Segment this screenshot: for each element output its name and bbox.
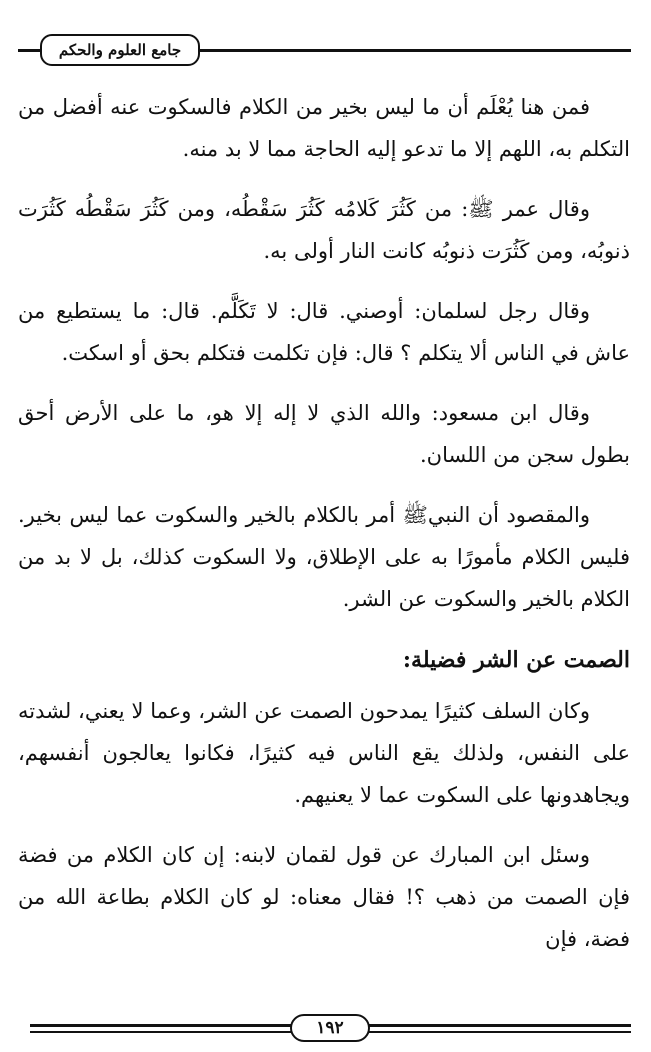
paragraph: والمقصود أن النبيﷺ أمر بالكلام بالخير والسكوت عما ليس بخير. فليس الكلام مأمورًا به على الإطلاق، ولا السكوت كذلك، بل لا بد من الكلام بالخير والسكوت عن الشر. <box>18 503 630 611</box>
running-title-text: جامع العلوم والحكم <box>58 41 182 59</box>
paragraph: وقال رجل لسلمان: أوصني. قال: لا تَكَلَّم. قال: ما يستطيع من عاش في الناس ألا يتكلم ؟ قال: فإن تكلمت فتكلم بحق أو اسكت. <box>18 299 630 365</box>
header-rule-left <box>18 49 40 52</box>
page-number: ١٩٢ <box>316 1018 344 1038</box>
header-rule <box>200 49 631 52</box>
section-heading: الصمت عن الشر فضيلة: <box>402 647 630 673</box>
paragraph: وقال عمر ﷺ: من كَثُرَ كَلامُه كَثُرَ سَقْطُه، ومن كَثُرَ سَقْطُه كَثُرَت ذنوبُه، ومن كَثُرَت ذنوبُه كانت النار أولى به. <box>18 197 630 263</box>
paragraph: وكان السلف كثيرًا يمدحون الصمت عن الشر، وعما لا يعني، لشدته على النفس، ولذلك يقع الناس فيه كثيرًا، فكانوا يعالجون أنفسهم، ويجاهدونها على السكوت عما لا يعنيهم. <box>18 699 630 807</box>
page-body <box>18 86 630 978</box>
paragraph: فمن هنا يُعْلَم أن ما ليس بخير من الكلام فالسكوت عنه أفضل من التكلم به، اللهم إلا ما تدعو إليه الحاجة مما لا بد منه. <box>18 95 630 161</box>
page-number-badge <box>290 1014 370 1042</box>
paragraph: وسئل ابن المبارك عن قول لقمان لابنه: إن كان الكلام من فضة فإن الصمت من ذهب ؟! فقال معناه: لو كان الكلام بطاعة الله من فضة، فإن <box>18 843 630 951</box>
running-title <box>40 34 200 66</box>
paragraph: وقال ابن مسعود: والله الذي لا إله إلا هو، ما على الأرض أحق بطول سجن من اللسان. <box>18 401 630 467</box>
